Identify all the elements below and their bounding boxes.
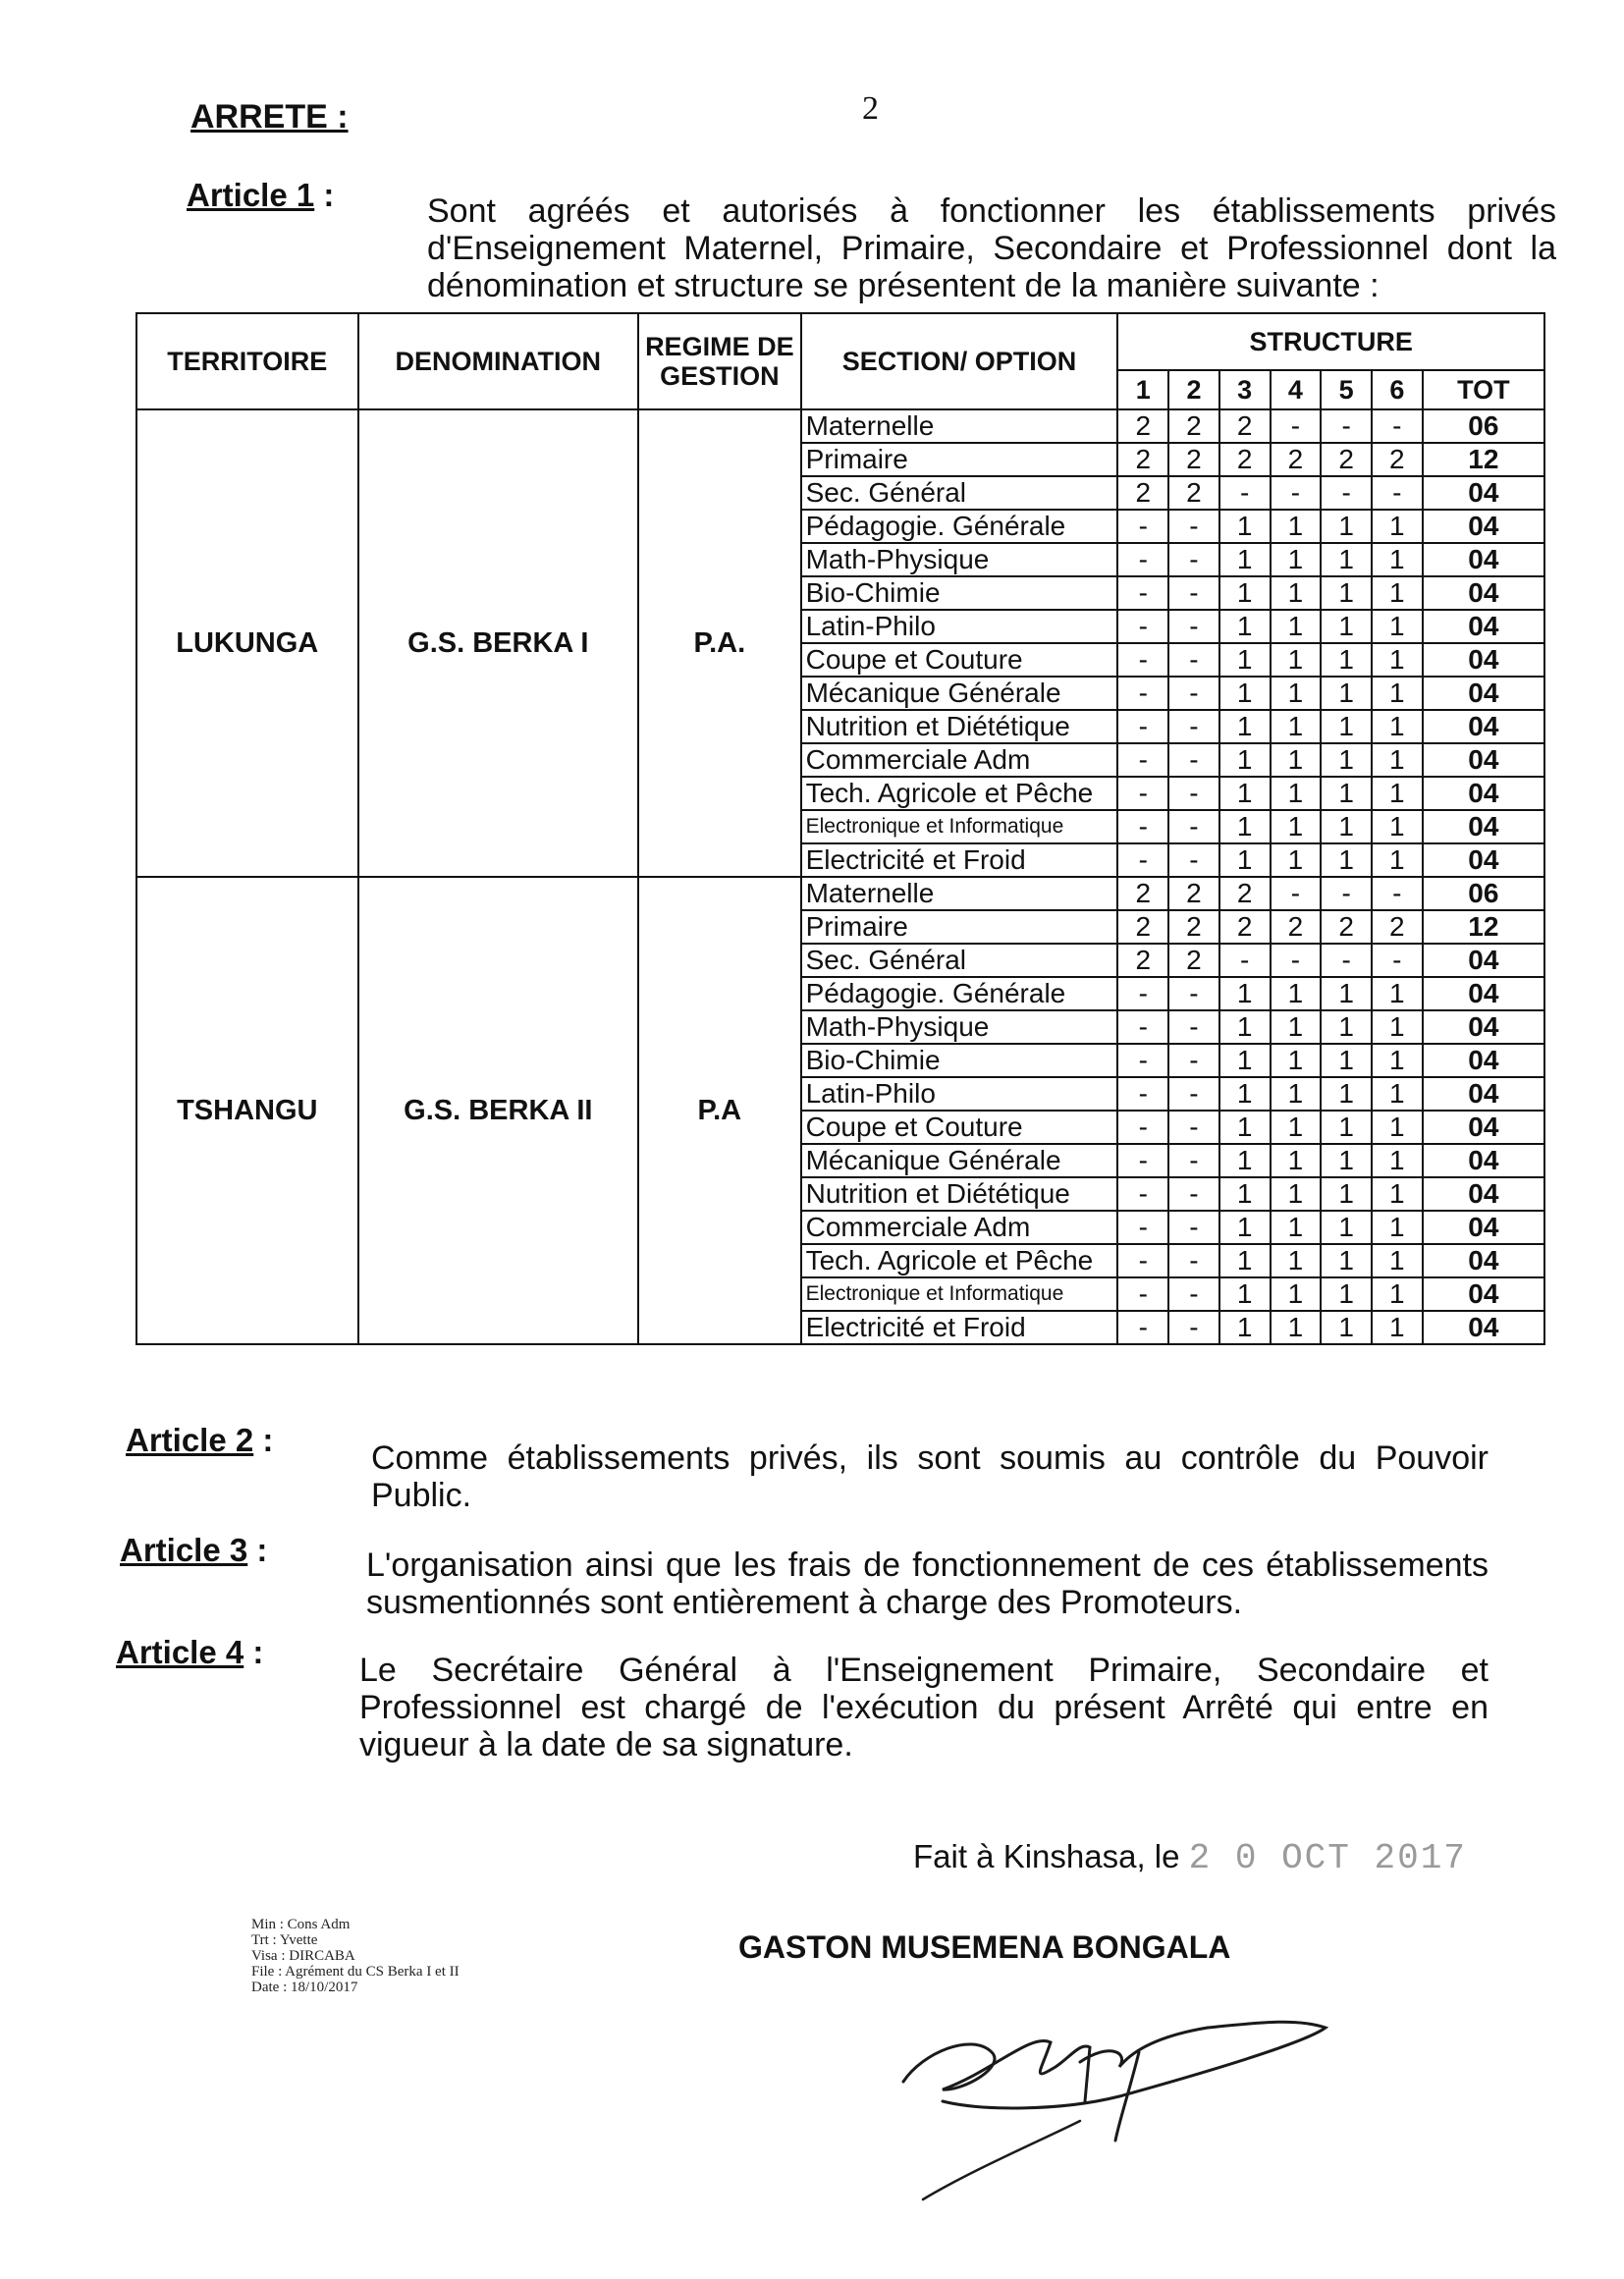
- total-cell: 04: [1423, 944, 1544, 977]
- level-cell: -: [1117, 710, 1168, 743]
- level-cell: 1: [1219, 1111, 1271, 1144]
- section-cell: Latin-Philo: [801, 1077, 1118, 1111]
- header-level-5: 5: [1321, 370, 1372, 409]
- arrete-heading: ARRETE :: [190, 98, 349, 136]
- level-cell: -: [1117, 743, 1168, 777]
- article-4-label-text: Article 4: [116, 1634, 244, 1670]
- level-cell: 1: [1219, 643, 1271, 677]
- level-cell: -: [1168, 1144, 1219, 1177]
- level-cell: 1: [1321, 977, 1372, 1010]
- level-cell: -: [1168, 977, 1219, 1010]
- total-cell: 04: [1423, 1077, 1544, 1111]
- level-cell: -: [1117, 1177, 1168, 1211]
- article-1-text: Sont agréés et autorisés à fonctionner les établissements privés d'Enseignement Maternel, Primaire, Secondaire et Professionnel dont la dénomination et structure se présentent de la manière suivante :: [427, 192, 1556, 304]
- total-cell: 04: [1423, 677, 1544, 710]
- level-cell: 1: [1271, 543, 1322, 576]
- level-cell: 1: [1219, 543, 1271, 576]
- level-cell: 2: [1321, 443, 1372, 476]
- level-cell: 1: [1321, 1010, 1372, 1044]
- total-cell: 04: [1423, 1211, 1544, 1244]
- article-3-text: L'organisation ainsi que les frais de fonctionnement de ces établissements susmentionnés sont entièrement à charge des Promoteurs.: [366, 1546, 1489, 1621]
- total-cell: 04: [1423, 710, 1544, 743]
- level-cell: 2: [1168, 476, 1219, 510]
- level-cell: -: [1117, 1077, 1168, 1111]
- level-cell: 2: [1168, 443, 1219, 476]
- section-cell: Electronique et Informatique: [801, 1277, 1118, 1311]
- level-cell: 1: [1219, 1010, 1271, 1044]
- level-cell: 2: [1117, 910, 1168, 944]
- level-cell: 1: [1271, 1044, 1322, 1077]
- level-cell: -: [1117, 1311, 1168, 1344]
- level-cell: -: [1168, 543, 1219, 576]
- level-cell: -: [1219, 944, 1271, 977]
- level-cell: 1: [1321, 1244, 1372, 1277]
- section-cell: Electronique et Informatique: [801, 810, 1118, 843]
- level-cell: -: [1117, 1244, 1168, 1277]
- level-cell: 1: [1271, 1111, 1322, 1144]
- level-cell: 1: [1321, 1277, 1372, 1311]
- total-cell: 04: [1423, 576, 1544, 610]
- date-stamp: 2 0 OCT 2017: [1188, 1838, 1467, 1878]
- level-cell: 1: [1321, 843, 1372, 877]
- section-cell: Electricité et Froid: [801, 1311, 1118, 1344]
- level-cell: -: [1271, 877, 1322, 910]
- level-cell: 1: [1271, 1277, 1322, 1311]
- level-cell: 1: [1219, 777, 1271, 810]
- level-cell: 1: [1219, 1311, 1271, 1344]
- total-cell: 04: [1423, 743, 1544, 777]
- level-cell: -: [1321, 877, 1372, 910]
- level-cell: -: [1168, 1044, 1219, 1077]
- level-cell: 1: [1219, 977, 1271, 1010]
- section-cell: Sec. Général: [801, 476, 1118, 510]
- level-cell: 1: [1321, 677, 1372, 710]
- total-cell: 04: [1423, 476, 1544, 510]
- level-cell: -: [1271, 409, 1322, 443]
- article-4-label: Article 4 :: [116, 1634, 264, 1670]
- level-cell: 1: [1271, 510, 1322, 543]
- level-cell: 2: [1372, 443, 1423, 476]
- reference-line: Date : 18/10/2017: [251, 1980, 358, 1995]
- level-cell: 1: [1321, 1177, 1372, 1211]
- header-structure: STRUCTURE: [1117, 313, 1544, 370]
- level-cell: 2: [1219, 877, 1271, 910]
- level-cell: -: [1117, 977, 1168, 1010]
- level-cell: 1: [1372, 810, 1423, 843]
- level-cell: -: [1117, 1144, 1168, 1177]
- reference-line: File : Agrément du CS Berka I et II: [251, 1964, 460, 1980]
- level-cell: 1: [1271, 1311, 1322, 1344]
- level-cell: 1: [1321, 1044, 1372, 1077]
- level-cell: 2: [1117, 409, 1168, 443]
- header-level-2: 2: [1168, 370, 1219, 409]
- level-cell: 1: [1271, 677, 1322, 710]
- level-cell: -: [1117, 1010, 1168, 1044]
- level-cell: 1: [1372, 777, 1423, 810]
- header-denomination: DENOMINATION: [358, 313, 639, 409]
- total-cell: 04: [1423, 777, 1544, 810]
- level-cell: -: [1168, 1244, 1219, 1277]
- total-cell: 04: [1423, 610, 1544, 643]
- total-cell: 04: [1423, 1177, 1544, 1211]
- level-cell: 1: [1219, 1177, 1271, 1211]
- level-cell: 2: [1117, 443, 1168, 476]
- total-cell: 04: [1423, 1144, 1544, 1177]
- level-cell: 2: [1117, 476, 1168, 510]
- level-cell: -: [1117, 1111, 1168, 1144]
- total-cell: 04: [1423, 977, 1544, 1010]
- level-cell: -: [1168, 810, 1219, 843]
- reference-line: Trt : Yvette: [251, 1932, 318, 1948]
- total-cell: 12: [1423, 443, 1544, 476]
- level-cell: 1: [1271, 576, 1322, 610]
- level-cell: 1: [1219, 1277, 1271, 1311]
- level-cell: 1: [1372, 1244, 1423, 1277]
- level-cell: 1: [1271, 610, 1322, 643]
- header-territoire: TERRITOIRE: [136, 313, 358, 409]
- section-cell: Nutrition et Diététique: [801, 710, 1118, 743]
- article-3-label: Article 3 :: [120, 1532, 268, 1568]
- level-cell: 1: [1219, 1044, 1271, 1077]
- signatory-name: GASTON MUSEMENA BONGALA: [738, 1929, 1231, 1965]
- total-cell: 04: [1423, 843, 1544, 877]
- level-cell: 2: [1219, 910, 1271, 944]
- level-cell: 1: [1219, 1244, 1271, 1277]
- level-cell: 2: [1219, 443, 1271, 476]
- level-cell: 1: [1271, 1211, 1322, 1244]
- level-cell: 1: [1271, 843, 1322, 877]
- level-cell: 2: [1168, 877, 1219, 910]
- section-cell: Pédagogie. Générale: [801, 977, 1118, 1010]
- section-cell: Electricité et Froid: [801, 843, 1118, 877]
- total-cell: 04: [1423, 543, 1544, 576]
- total-cell: 04: [1423, 1277, 1544, 1311]
- article-3-label-text: Article 3: [120, 1532, 248, 1568]
- table-body: [136, 409, 1544, 1344]
- level-cell: 1: [1321, 543, 1372, 576]
- level-cell: -: [1117, 1211, 1168, 1244]
- level-cell: 1: [1219, 810, 1271, 843]
- total-cell: 06: [1423, 877, 1544, 910]
- header-level-4: 4: [1271, 370, 1322, 409]
- regime-cell: P.A.: [638, 409, 801, 877]
- header-tot: TOT: [1423, 370, 1544, 409]
- level-cell: 1: [1372, 1010, 1423, 1044]
- header-level-1: 1: [1117, 370, 1168, 409]
- level-cell: -: [1372, 877, 1423, 910]
- level-cell: 2: [1372, 910, 1423, 944]
- article-1-label: Article 1 :: [187, 177, 335, 213]
- level-cell: -: [1117, 810, 1168, 843]
- level-cell: -: [1321, 476, 1372, 510]
- level-cell: 1: [1271, 1010, 1322, 1044]
- level-cell: -: [1219, 476, 1271, 510]
- section-cell: Bio-Chimie: [801, 1044, 1118, 1077]
- total-cell: 04: [1423, 1244, 1544, 1277]
- level-cell: -: [1117, 677, 1168, 710]
- level-cell: 1: [1219, 576, 1271, 610]
- level-cell: -: [1168, 576, 1219, 610]
- signature-icon: [884, 1974, 1434, 2209]
- total-cell: 06: [1423, 409, 1544, 443]
- section-cell: Sec. Général: [801, 944, 1118, 977]
- header-level-3: 3: [1219, 370, 1271, 409]
- level-cell: -: [1321, 944, 1372, 977]
- level-cell: -: [1271, 944, 1322, 977]
- level-cell: -: [1168, 1177, 1219, 1211]
- level-cell: -: [1168, 777, 1219, 810]
- total-cell: 04: [1423, 1044, 1544, 1077]
- level-cell: 1: [1372, 643, 1423, 677]
- level-cell: 2: [1321, 910, 1372, 944]
- section-cell: Math-Physique: [801, 543, 1118, 576]
- total-cell: 04: [1423, 810, 1544, 843]
- level-cell: 1: [1271, 777, 1322, 810]
- level-cell: 1: [1321, 643, 1372, 677]
- article-1-label-text: Article 1: [187, 177, 315, 213]
- total-cell: 04: [1423, 1111, 1544, 1144]
- level-cell: -: [1168, 677, 1219, 710]
- level-cell: 1: [1372, 677, 1423, 710]
- level-cell: 1: [1321, 576, 1372, 610]
- level-cell: -: [1117, 1277, 1168, 1311]
- level-cell: 1: [1372, 510, 1423, 543]
- level-cell: 1: [1321, 1311, 1372, 1344]
- level-cell: -: [1168, 1077, 1219, 1111]
- level-cell: 1: [1372, 1111, 1423, 1144]
- level-cell: 2: [1271, 443, 1322, 476]
- level-cell: 2: [1168, 910, 1219, 944]
- level-cell: 1: [1219, 1144, 1271, 1177]
- level-cell: 2: [1117, 877, 1168, 910]
- level-cell: -: [1168, 1311, 1219, 1344]
- level-cell: 1: [1372, 743, 1423, 777]
- total-cell: 12: [1423, 910, 1544, 944]
- level-cell: 1: [1219, 510, 1271, 543]
- level-cell: 1: [1219, 1077, 1271, 1111]
- level-cell: 1: [1219, 710, 1271, 743]
- level-cell: 1: [1372, 843, 1423, 877]
- level-cell: 1: [1372, 710, 1423, 743]
- place-and-date: [913, 1838, 1467, 1878]
- level-cell: 1: [1271, 1244, 1322, 1277]
- section-cell: Nutrition et Diététique: [801, 1177, 1118, 1211]
- level-cell: 2: [1117, 944, 1168, 977]
- level-cell: -: [1168, 510, 1219, 543]
- section-cell: Maternelle: [801, 877, 1118, 910]
- article-2-label-text: Article 2: [126, 1422, 254, 1458]
- level-cell: -: [1168, 1111, 1219, 1144]
- level-cell: -: [1372, 409, 1423, 443]
- header-level-6: 6: [1372, 370, 1423, 409]
- level-cell: -: [1168, 743, 1219, 777]
- level-cell: -: [1117, 543, 1168, 576]
- territoire-cell: TSHANGU: [136, 877, 358, 1344]
- section-cell: Latin-Philo: [801, 610, 1118, 643]
- level-cell: -: [1117, 643, 1168, 677]
- section-cell: Pédagogie. Générale: [801, 510, 1118, 543]
- level-cell: 1: [1321, 1144, 1372, 1177]
- level-cell: 1: [1372, 1144, 1423, 1177]
- level-cell: 1: [1372, 1077, 1423, 1111]
- section-cell: Tech. Agricole et Pêche: [801, 1244, 1118, 1277]
- denomination-cell: G.S. BERKA I: [358, 409, 639, 877]
- level-cell: 1: [1271, 710, 1322, 743]
- level-cell: -: [1372, 944, 1423, 977]
- section-cell: Primaire: [801, 443, 1118, 476]
- level-cell: 1: [1219, 610, 1271, 643]
- section-cell: Mécanique Générale: [801, 677, 1118, 710]
- total-cell: 04: [1423, 510, 1544, 543]
- level-cell: 1: [1271, 1144, 1322, 1177]
- level-cell: 2: [1168, 409, 1219, 443]
- level-cell: 1: [1321, 510, 1372, 543]
- level-cell: 1: [1321, 743, 1372, 777]
- section-cell: Coupe et Couture: [801, 1111, 1118, 1144]
- level-cell: -: [1168, 643, 1219, 677]
- establishments-table: [135, 312, 1545, 1345]
- total-cell: 04: [1423, 643, 1544, 677]
- total-cell: 04: [1423, 1311, 1544, 1344]
- level-cell: -: [1168, 843, 1219, 877]
- level-cell: 1: [1271, 743, 1322, 777]
- level-cell: -: [1117, 1044, 1168, 1077]
- level-cell: 1: [1219, 843, 1271, 877]
- level-cell: 1: [1372, 610, 1423, 643]
- level-cell: 1: [1372, 1277, 1423, 1311]
- level-cell: 1: [1372, 576, 1423, 610]
- section-cell: Coupe et Couture: [801, 643, 1118, 677]
- territoire-cell: LUKUNGA: [136, 409, 358, 877]
- section-cell: Commerciale Adm: [801, 743, 1118, 777]
- article-4-text: Le Secrétaire Général à l'Enseignement Primaire, Secondaire et Professionnel est chargé de l'exécution du présent Arrêté qui entre en vigueur à la date de sa signature.: [359, 1652, 1489, 1764]
- table-row: [136, 877, 1544, 910]
- reference-line: Visa : DIRCABA: [251, 1948, 355, 1964]
- section-cell: Commerciale Adm: [801, 1211, 1118, 1244]
- level-cell: -: [1321, 409, 1372, 443]
- level-cell: 1: [1219, 743, 1271, 777]
- level-cell: 1: [1271, 810, 1322, 843]
- level-cell: -: [1168, 710, 1219, 743]
- level-cell: 2: [1271, 910, 1322, 944]
- level-cell: -: [1271, 476, 1322, 510]
- section-cell: Bio-Chimie: [801, 576, 1118, 610]
- level-cell: 1: [1321, 810, 1372, 843]
- reference-line: Min : Cons Adm: [251, 1917, 351, 1932]
- level-cell: -: [1117, 777, 1168, 810]
- level-cell: 1: [1372, 1177, 1423, 1211]
- level-cell: 1: [1321, 1111, 1372, 1144]
- level-cell: 2: [1168, 944, 1219, 977]
- level-cell: -: [1168, 1010, 1219, 1044]
- denomination-cell: G.S. BERKA II: [358, 877, 639, 1344]
- level-cell: 1: [1321, 610, 1372, 643]
- total-cell: 04: [1423, 1010, 1544, 1044]
- level-cell: -: [1117, 510, 1168, 543]
- level-cell: 1: [1219, 1211, 1271, 1244]
- level-cell: 1: [1372, 1211, 1423, 1244]
- level-cell: 1: [1372, 1311, 1423, 1344]
- level-cell: -: [1117, 843, 1168, 877]
- section-cell: Maternelle: [801, 409, 1118, 443]
- header-regime: REGIME DE GESTION: [638, 313, 801, 409]
- header-section: SECTION/ OPTION: [801, 313, 1118, 409]
- level-cell: 1: [1271, 1177, 1322, 1211]
- level-cell: -: [1168, 1277, 1219, 1311]
- level-cell: 1: [1321, 777, 1372, 810]
- page-number: 2: [862, 90, 879, 127]
- reference-block: [251, 1917, 460, 1995]
- level-cell: 1: [1372, 977, 1423, 1010]
- place-text: Fait à Kinshasa, le: [913, 1838, 1180, 1874]
- level-cell: -: [1372, 476, 1423, 510]
- level-cell: 2: [1219, 409, 1271, 443]
- section-cell: Primaire: [801, 910, 1118, 944]
- section-cell: Tech. Agricole et Pêche: [801, 777, 1118, 810]
- level-cell: 1: [1219, 677, 1271, 710]
- level-cell: 1: [1321, 1211, 1372, 1244]
- section-cell: Mécanique Générale: [801, 1144, 1118, 1177]
- level-cell: -: [1168, 610, 1219, 643]
- level-cell: 1: [1271, 643, 1322, 677]
- level-cell: 1: [1271, 977, 1322, 1010]
- level-cell: 1: [1372, 543, 1423, 576]
- level-cell: 1: [1271, 1077, 1322, 1111]
- table-row: [136, 409, 1544, 443]
- level-cell: 1: [1321, 710, 1372, 743]
- regime-cell: P.A: [638, 877, 801, 1344]
- level-cell: 1: [1321, 1077, 1372, 1111]
- level-cell: -: [1168, 1211, 1219, 1244]
- section-cell: Math-Physique: [801, 1010, 1118, 1044]
- level-cell: -: [1117, 576, 1168, 610]
- level-cell: 1: [1372, 1044, 1423, 1077]
- article-2-text: Comme établissements privés, ils sont soumis au contrôle du Pouvoir Public.: [371, 1439, 1489, 1514]
- article-2-label: Article 2 :: [126, 1422, 274, 1458]
- level-cell: -: [1117, 610, 1168, 643]
